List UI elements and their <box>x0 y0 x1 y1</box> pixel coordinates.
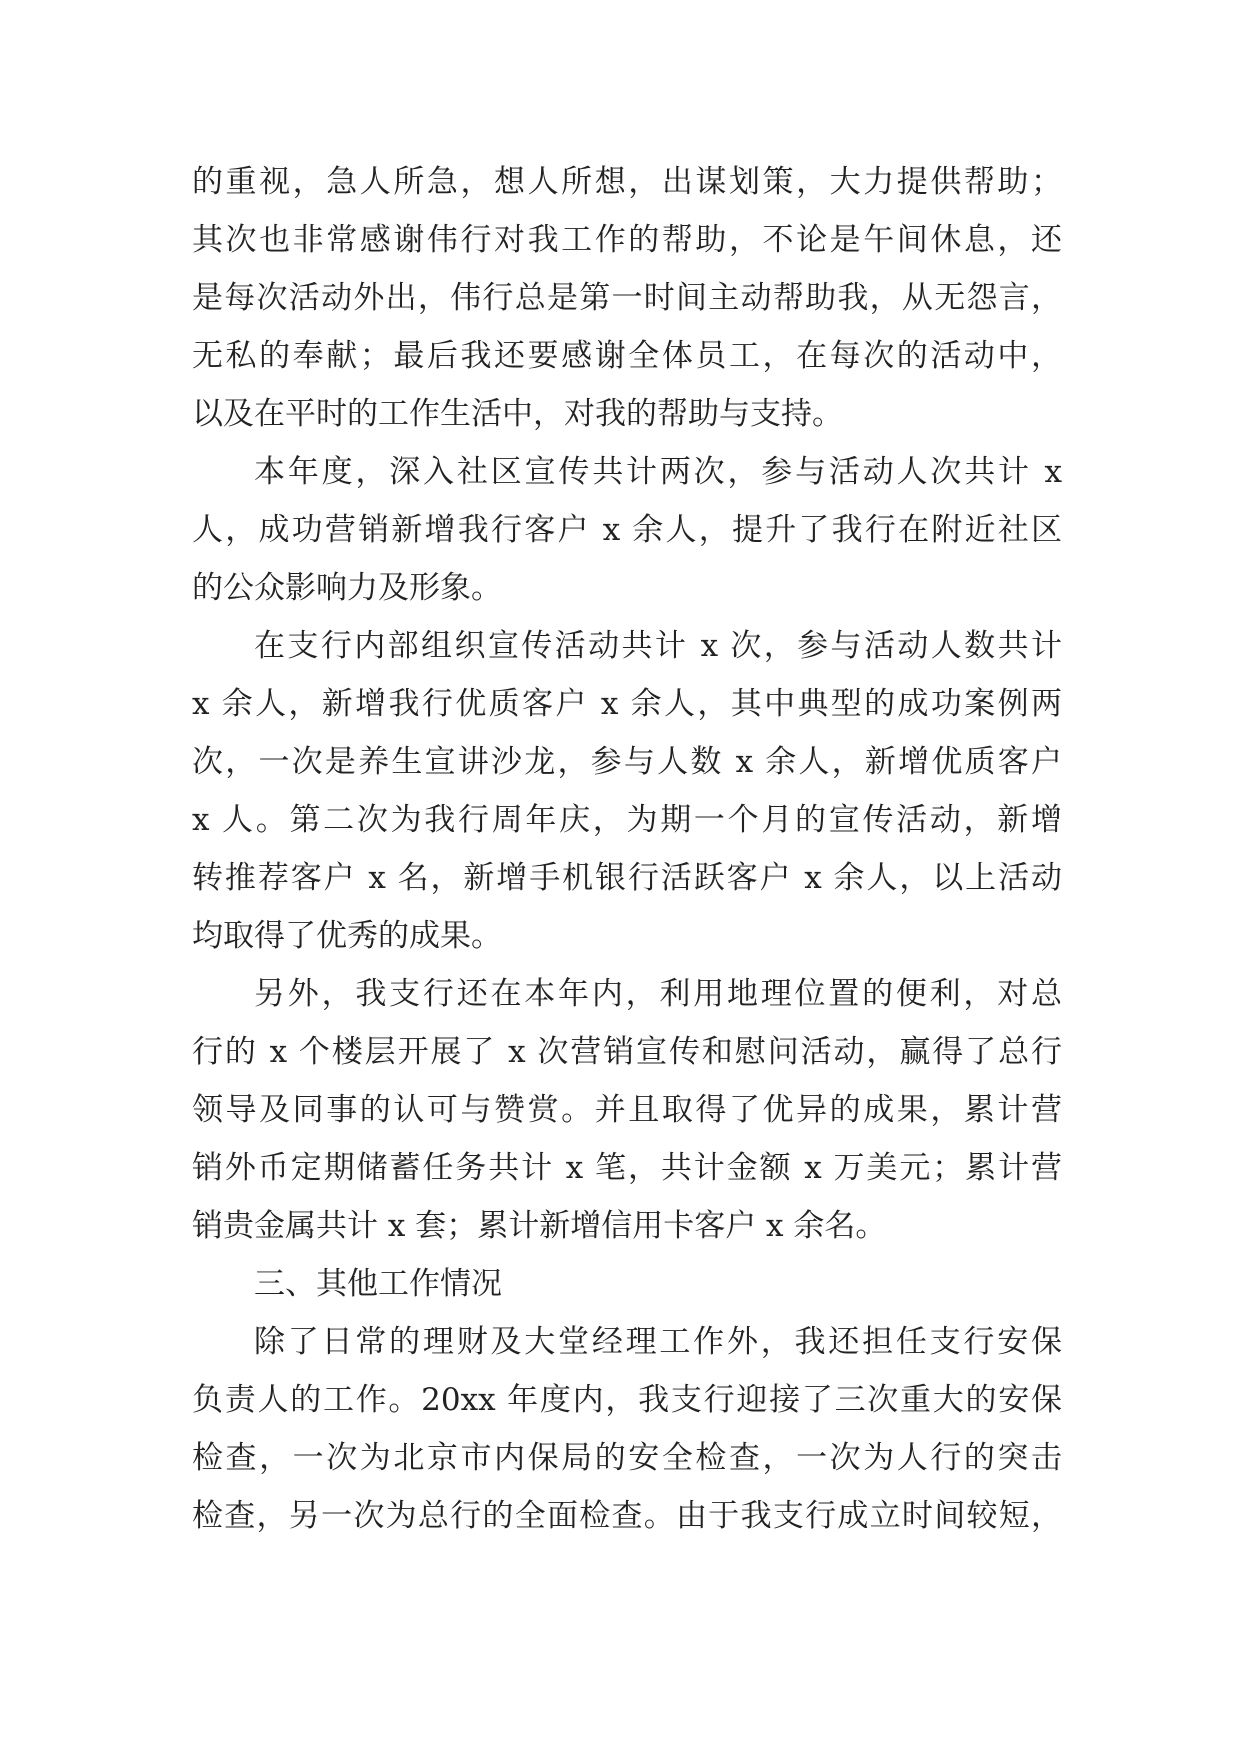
text-line: 销贵金属共计 x 套；累计新增信用卡客户 x 余名。 <box>192 1208 887 1244</box>
text-line: 行的 x 个楼层开展了 x 次营销宣传和慰问活动，赢得了总行 <box>192 1034 1062 1070</box>
text-line: 检查，另一次为总行的全面检查。由于我支行成立时间较短， <box>192 1498 1062 1534</box>
text-line: 本年度，深入社区宣传共计两次，参与活动人次共计 x <box>254 454 1062 490</box>
text-line: 除了日常的理财及大堂经理工作外，我还担任支行安保 <box>254 1324 1062 1360</box>
text-line: 是每次活动外出，伟行总是第一时间主动帮助我，从无怨言， <box>192 280 1062 316</box>
body-text <box>192 153 1062 1545</box>
text-line: x 人。第二次为我行周年庆，为期一个月的宣传活动，新增 <box>192 802 1062 838</box>
text-line: 检查，一次为北京市内保局的安全检查，一次为人行的突击 <box>192 1440 1062 1476</box>
text-line: 负责人的工作。20xx 年度内，我支行迎接了三次重大的安保 <box>192 1382 1062 1418</box>
text-line: 无私的奉献；最后我还要感谢全体员工，在每次的活动中， <box>192 338 1062 374</box>
text-line: 在支行内部组织宣传活动共计 x 次，参与活动人数共计 <box>254 628 1062 664</box>
text-line: 以及在平时的工作生活中，对我的帮助与支持。 <box>192 396 843 432</box>
text-line: 次，一次是养生宣讲沙龙，参与人数 x 余人，新增优质客户 <box>192 744 1062 780</box>
text-line: 的公众影响力及形象。 <box>192 570 502 606</box>
text-line: 人，成功营销新增我行客户 x 余人，提升了我行在附近社区 <box>192 512 1062 548</box>
text-line: 另外，我支行还在本年内，利用地理位置的便利，对总 <box>254 976 1062 1012</box>
text-line: 的重视，急人所急，想人所想，出谋划策，大力提供帮助； <box>192 164 1062 200</box>
text-line: 其次也非常感谢伟行对我工作的帮助，不论是午间休息，还 <box>192 222 1062 258</box>
text-line: 销外币定期储蓄任务共计 x 笔，共计金额 x 万美元；累计营 <box>192 1150 1062 1186</box>
text-line: x 余人，新增我行优质客户 x 余人，其中典型的成功案例两 <box>192 686 1062 722</box>
text-line: 均取得了优秀的成果。 <box>192 918 502 954</box>
section-heading: 三、其他工作情况 <box>254 1266 502 1302</box>
text-line: 领导及同事的认可与赞赏。并且取得了优异的成果，累计营 <box>192 1092 1062 1128</box>
text-line: 转推荐客户 x 名，新增手机银行活跃客户 x 余人，以上活动 <box>192 860 1062 896</box>
